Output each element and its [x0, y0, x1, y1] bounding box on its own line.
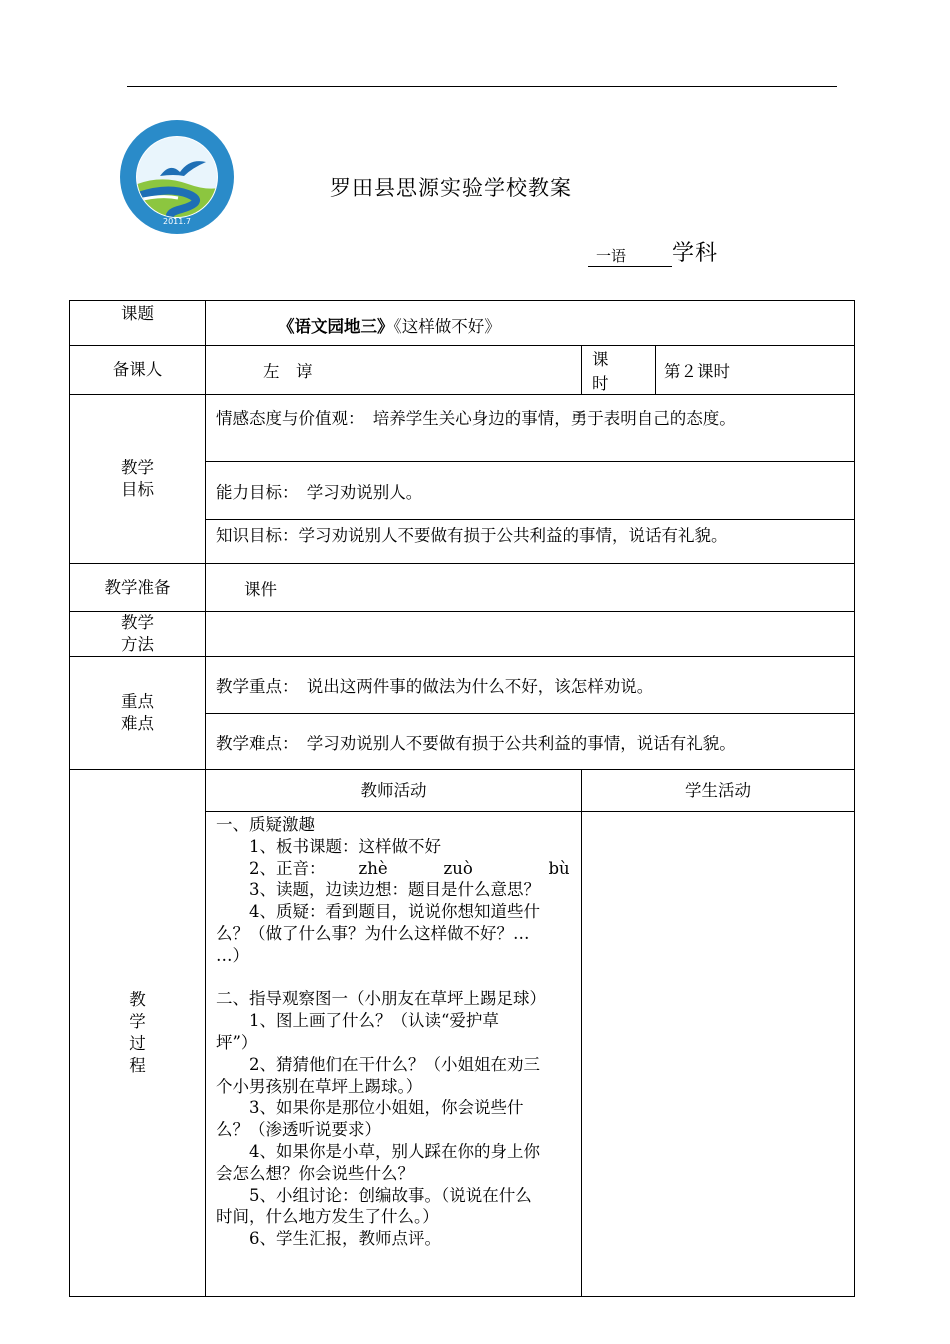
preparer-label: 备课人 — [70, 346, 206, 395]
process-line: 么？（渗透听说要求） — [216, 1120, 381, 1140]
goal-emotion: 情感态度与价值观： 培养学生关心身边的事情，勇于表明自己的态度。 — [206, 395, 855, 462]
goal-knowledge: 知识目标：学习劝说别人不要做有损于公共利益的事情，说话有礼貌。 — [206, 520, 855, 564]
pinyin-zhe: zhè — [358, 858, 388, 878]
process-line: 个小男孩别在草坪上踢球。） — [216, 1076, 423, 1096]
period-value: 第２课时 — [656, 346, 855, 395]
process-line: 3、如果你是那位小姐姐，你会说些什 — [249, 1098, 524, 1118]
lesson-plan-table — [69, 300, 855, 1297]
method-value — [206, 612, 855, 657]
topic-label: 课题 — [70, 301, 206, 346]
prep-value: 课件 — [206, 564, 855, 612]
grade-field: 一语 — [588, 246, 672, 267]
process-line: …） — [216, 945, 249, 965]
period-label: 课 时 — [582, 346, 656, 395]
process-line: 2、猜猜他们在干什么？（小姐姐在劝三 — [249, 1054, 540, 1074]
preparer-row — [70, 346, 855, 395]
method-row — [70, 612, 855, 657]
header-rule — [127, 86, 837, 87]
key-label-line2: 难点 — [121, 714, 154, 733]
pinyin-prefix: 2、正音： — [249, 858, 326, 878]
method-label — [70, 612, 206, 657]
process-label-char: 学 — [129, 1012, 146, 1031]
process-line: 5、小组讨论：创编故事。（说说在什么 — [249, 1185, 532, 1205]
key-point: 教学重点： 说出这两件事的做法为什么不好，该怎样劝说。 — [206, 657, 855, 714]
process-line-pinyin — [216, 858, 573, 880]
key-label — [70, 657, 206, 770]
process-label — [70, 770, 206, 1297]
goal-ability: 能力目标： 学习劝说别人。 — [206, 462, 855, 520]
process-line: 么？（做了什么事？为什么这样做不好？… — [216, 923, 530, 943]
logo-year: 2011.7 — [163, 217, 191, 226]
goals-label-line2: 目标 — [121, 480, 154, 499]
school-title: 罗田县思源实验学校教案 — [330, 176, 572, 200]
process-line: 1、图上画了什么？（认读“爱护草 — [249, 1011, 499, 1031]
topic-value-rest: 《这样做不好》 — [393, 317, 501, 336]
process-line: 1、板书课题：这样做不好 — [249, 836, 441, 856]
teacher-activity-header: 教师活动 — [206, 770, 582, 812]
process-label-char: 程 — [129, 1056, 146, 1075]
process-label-char: 教 — [129, 990, 146, 1009]
process-line: 坪”） — [216, 1032, 258, 1052]
goals-label — [70, 395, 206, 564]
school-logo — [118, 118, 236, 236]
goal-emotion-row — [70, 395, 855, 462]
preparer-value: 左 谆 — [206, 346, 582, 395]
process-line: 3、读题，边读边想：题目是什么意思？ — [249, 880, 540, 900]
prep-row — [70, 564, 855, 612]
method-label-line2: 方法 — [121, 635, 154, 654]
process-line: 时间，什么地方发生了什么。） — [216, 1207, 439, 1227]
topic-value — [206, 301, 855, 346]
student-activity — [582, 812, 855, 1297]
key-point-row — [70, 657, 855, 714]
topic-value-bold: 《语文园地三》 — [278, 317, 394, 336]
process-header-row — [70, 770, 855, 812]
process-line: 二、指导观察图一（小朋友在草坪上踢足球） — [216, 989, 546, 1009]
subject-line — [588, 236, 718, 267]
topic-row — [70, 301, 855, 346]
process-line: 会怎么想？你会说些什么？ — [216, 1163, 414, 1183]
pinyin-bu: bù — [548, 858, 570, 878]
prep-label: 教学准备 — [70, 564, 206, 612]
process-line: 一、质疑激趣 — [216, 815, 315, 834]
student-activity-header: 学生活动 — [582, 770, 855, 812]
subject-suffix: 学科 — [672, 241, 719, 266]
process-line: 6、学生汇报，教师点评。 — [249, 1229, 441, 1249]
process-label-char: 过 — [129, 1034, 146, 1053]
teacher-activity — [206, 812, 582, 1297]
pinyin-zuo: zuò — [443, 858, 473, 878]
goals-label-line1: 教学 — [121, 458, 154, 477]
process-line: 4、质疑：看到题目，说说你想知道些什 — [249, 902, 540, 922]
difficult-point: 教学难点： 学习劝说别人不要做有损于公共利益的事情，说话有礼貌。 — [206, 714, 855, 770]
method-label-line1: 教学 — [121, 613, 154, 632]
process-line: 4、如果你是小草，别人踩在你的身上你 — [249, 1141, 540, 1161]
spacer — [216, 967, 573, 989]
key-label-line1: 重点 — [121, 692, 154, 711]
